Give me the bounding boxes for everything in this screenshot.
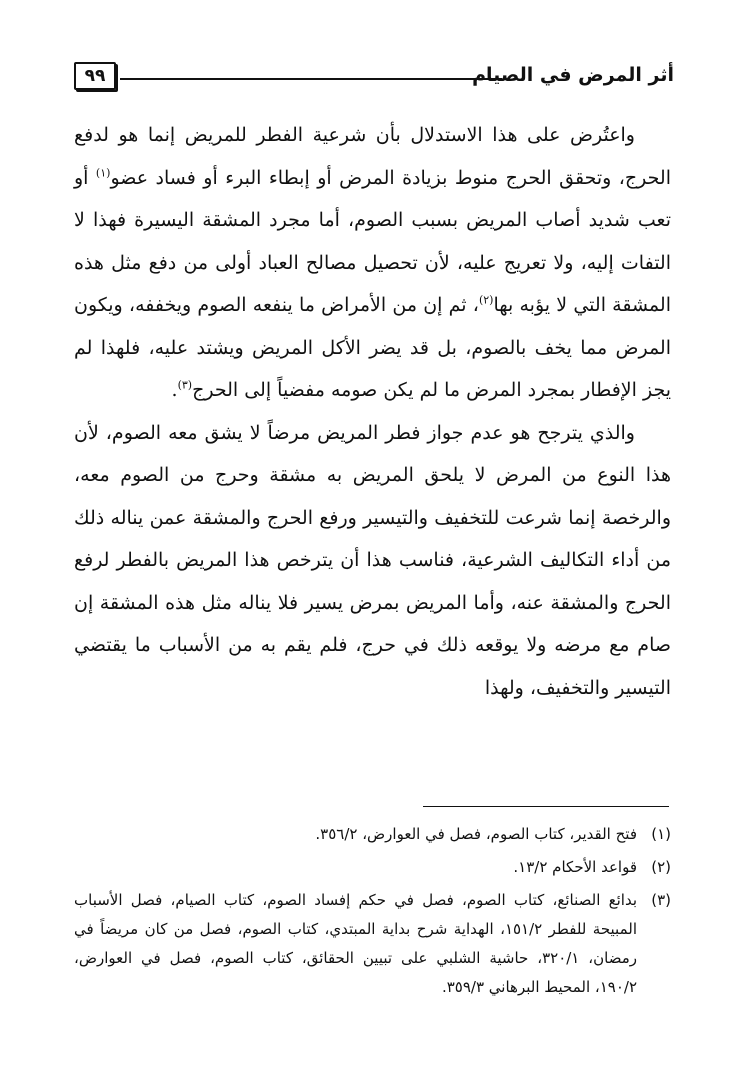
footnotes: [74, 820, 671, 1006]
footnote-3-number: (٣): [651, 891, 671, 909]
footnote-1: [74, 820, 671, 849]
footnote-marker-1: (١): [95, 166, 111, 180]
page-header: [74, 62, 674, 92]
footnote-2-text: قواعد الأحكام ١٣/٢.: [513, 858, 637, 876]
running-title: أثر المرض في الصيام: [472, 64, 674, 86]
footnote-1-text: فتح القدير، كتاب الصوم، فصل في العوارض، ٣٥٦/٢.: [315, 825, 637, 843]
paragraph-2: والذي يترجح هو عدم جواز فطر المريض مرضاً لا يشق معه الصوم، لأن هذا النوع من المرض لا يلحق المريض به مشقة وحرج من الصوم معه، والرخصة إنما شرعت للتخفيف والتيسير ورفع الحرج والمشقة عمن يناله ذلك من أداء التكاليف الشرعية، فناسب هذا أن يترخص هذا المريض بالفطر لرفع الحرج والمشقة عنه، وأما المريض بمرض يسير فلا يناله مثل هذه المشقة إن صام مع مرضه ولا يوقعه ذلك في حرج، فلم يقم به من الأسباب ما يقتضي التيسير والتخفيف، ولهذا: [74, 421, 671, 699]
footnote-1-number: (١): [651, 825, 671, 843]
footnote-separator: [423, 806, 669, 807]
paragraph-1-part-1: واعتُرض على هذا الاستدلال بأن شرعية الفطر للمريض إنما هو لدفع الحرج، وتحقق الحرج منوط بزيادة المرض أو إبطاء البرء أو فساد عضو: [74, 124, 671, 189]
paragraph-1-part-4: .: [171, 379, 178, 401]
footnote-marker-3: (٣): [177, 378, 193, 392]
paragraph-1-part-3: ، ثم إن من الأمراض ما ينفعه الصوم ويخففه، ويكون المرض مما يخف بالصوم، بل قد يضر الأكل المريض ويشتد عليه، فلهذا لم يجز الإفطار بمجرد المرض ما لم يكن صومه مفضياً إلى الحرج: [74, 294, 671, 401]
paragraph-1: [74, 114, 671, 412]
paragraph-1-part-2: أو تعب شديد أصاب المريض بسبب الصوم، أما مجرد المشقة اليسيرة فهذا لا التفات إليه، ولا تعريج عليه، لأن تحصيل مصالح العباد أولى من دفع مثل هذه المشقة التي لا يؤبه بها: [74, 166, 671, 316]
page-number: ٩٩: [74, 62, 116, 90]
footnote-2: [74, 853, 671, 882]
footnote-3: [74, 886, 671, 1002]
footnote-marker-2: (٢): [478, 293, 494, 307]
main-text: [74, 114, 671, 709]
footnote-2-number: (٢): [651, 858, 671, 876]
footnote-3-text: بدائع الصنائع، كتاب الصوم، فصل في حكم إفساد الصوم، كتاب الصيام، فصل الأسباب المبيحة للفطر ١٥١/٢، الهداية شرح بداية المبتدي، كتاب الصوم، فصل من كان مريضاً في رمضان، ٣٢٠/١، حاشية الشلبي على تبيين الحقائق، كتاب الصوم، فصل في العوارض، ١٩٠/٢، المحيط البرهاني ٣٥٩/٣.: [74, 891, 637, 996]
header-rule: [120, 78, 502, 80]
